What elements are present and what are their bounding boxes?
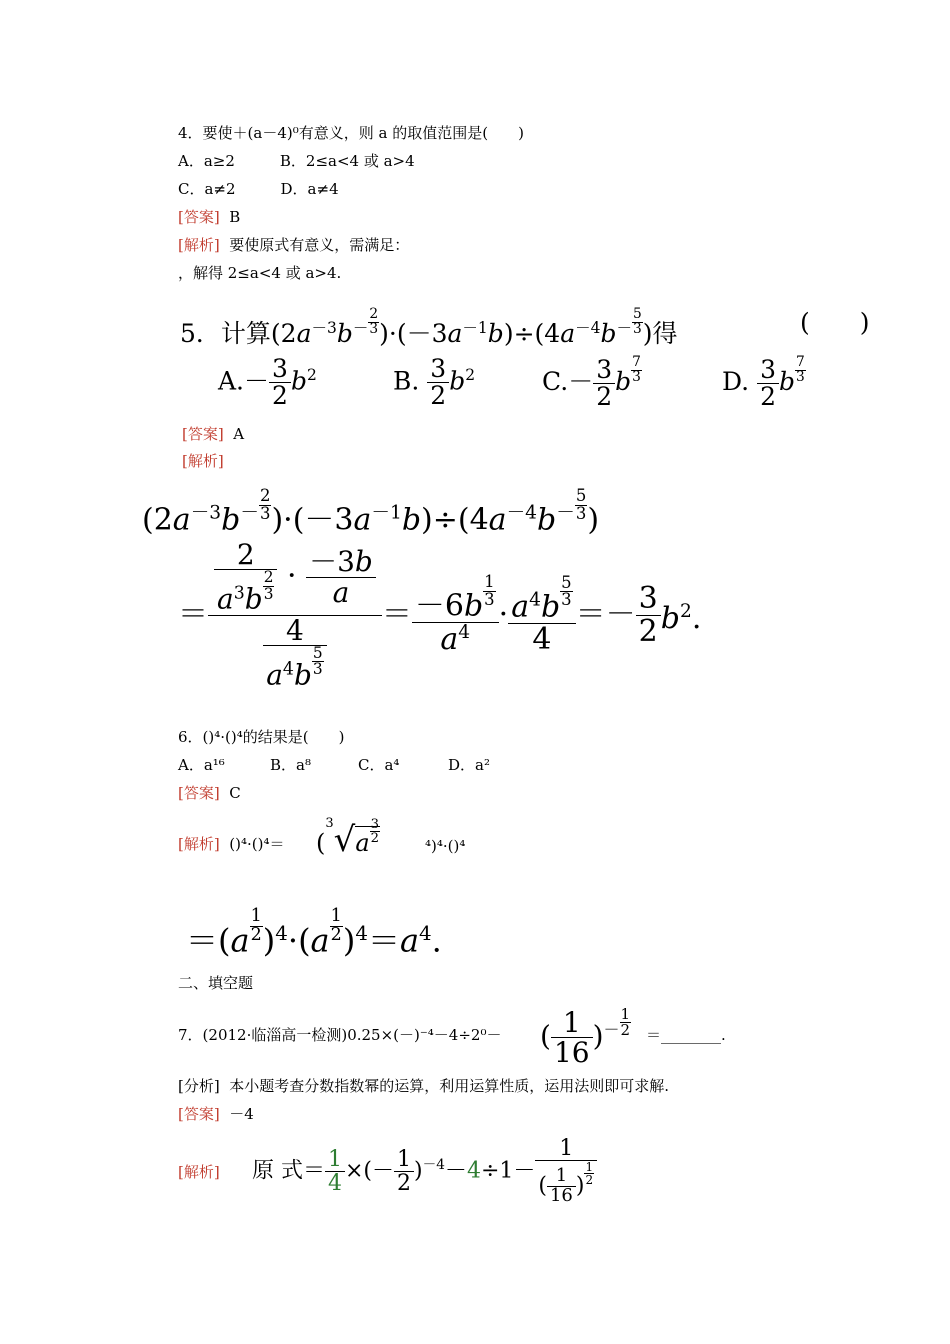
- q5-analysis-line1: ($2a^{-3}b^-$ $\frac{2}{3}$ )$\cdot(-3a^{-1}b)\div(4a^{-4}b^-$ $\frac{5}{3}$ ): [142, 486, 600, 538]
- fenxi-tag: [分析]: [178, 1077, 220, 1095]
- q6-stem: 6．()⁴·()⁴的结果是( ): [178, 728, 345, 746]
- q5-option-b: B. $\frac{3}{2}$ $b^2$: [393, 354, 476, 411]
- q5-option-d: D. $\frac{3}{2}$ b $\frac{7}{3}$: [722, 354, 805, 412]
- analysis-text: 要使原式有意义，需满足：: [229, 236, 410, 254]
- q7-stem: 7．(2012·临淄高一检测)0.25×(－)⁻⁴－4÷2⁰－: [178, 1026, 502, 1044]
- q4-stem: 4．要使＋(a－4)⁰有意义，则 a 的取值范围是( ): [178, 124, 524, 142]
- q7-blank: ＝________.: [646, 1026, 726, 1044]
- q5-stem: 5．计算($2a^{-3}b^-$ $\frac{2}{3}$ )$\cdot(-3a^{-1}b)\div(4a^{-4}b^-$ $\frac{5}{3}$ )得: [180, 306, 678, 349]
- q5-option-c: C.－ $\frac{3}{2}$ b $\frac{7}{3}$: [542, 354, 641, 412]
- answer-value: B: [229, 208, 241, 226]
- answer-tag: [答案]: [178, 1105, 220, 1123]
- q6-analysis-tail: ⁴)⁴·()⁴: [425, 837, 466, 855]
- q7-answer: [178, 1104, 254, 1124]
- analysis-tag: [解析]: [178, 236, 220, 254]
- q7-analysis-tag: [解析]: [178, 1163, 220, 1181]
- answer-tag: [答案]: [178, 208, 220, 226]
- answer-tag: [答案]: [178, 784, 220, 802]
- answer-value: A: [233, 425, 245, 443]
- q5-paren: ( ): [800, 308, 870, 337]
- q5-analysis-line2: ＝ 2 $a^3b$ $\frac{2}{3}$ · $\frac{-3b}{a}$ 4 $a^4b$ $\frac{5}{3}$ ＝ －6b $\frac{1}{3}$ $a^4$ · $a^4b$ $\frac{5}{3}$ 4 ＝－ $\frac{3}{2}$ $b^2$.: [178, 538, 702, 692]
- answer-value: －4: [229, 1105, 254, 1123]
- q7-power: ( $\frac{1}{16}$ )－ $\frac{1}{2}$: [540, 1005, 631, 1070]
- fenxi-text: 本小题考查分数指数幂的运算，利用运算性质，运用法则即可求解.: [229, 1077, 670, 1095]
- q5-answer: [182, 424, 244, 444]
- q6-answer: [178, 783, 241, 803]
- q6-analysis-result: ＝(a $\frac{1}{2}$ )$^4$·(a $\frac{1}{2}$ )$^4=a^4$.: [186, 906, 442, 960]
- q4-options-ab: A．a≥2 B．2≤a<4 或 a>4: [178, 152, 415, 170]
- q5-analysis-tag: [解析]: [182, 452, 224, 470]
- q4-answer: [178, 207, 240, 227]
- answer-tag: [答案]: [182, 425, 224, 443]
- q7-fenxi: [178, 1076, 669, 1096]
- section-fill-in-title: 二、填空题: [178, 974, 254, 992]
- q5-stem-num: 5．计算: [180, 319, 271, 349]
- q4-analysis-2: ，解得 2≤a<4 或 a>4.: [178, 264, 342, 282]
- q5-stem-tail: 得: [652, 319, 678, 349]
- q6-option-c: C．a⁴: [358, 756, 400, 774]
- q5-option-a: A.－ $\frac{3}{2}$ $b^2$: [218, 354, 317, 411]
- q6-option-d: D．a²: [448, 756, 490, 774]
- q4-options-cd: C．a≠2 D．a≠4: [178, 180, 339, 198]
- q4-analysis: [178, 235, 409, 255]
- q7-yuanshi: 原 式＝: [252, 1158, 325, 1184]
- q6-analysis: [178, 834, 284, 854]
- q6-radical: ($^3$√a $\frac{3}{2}$: [316, 816, 380, 860]
- q7-analysis-expr: 原 式＝ $\frac{1}{4}$ ×(－ $\frac{1}{2}$ )$^{-4}$－4÷1－ 1 ( $\frac{1}{16}$ ) $\frac{1}{2}$: [252, 1130, 597, 1206]
- analysis-head: ()⁴·()⁴＝: [229, 835, 285, 853]
- q6-option-b: B．a⁸: [270, 756, 311, 774]
- answer-value: C: [229, 784, 241, 802]
- q6-option-a: A．a¹⁶: [178, 756, 225, 774]
- analysis-tag: [解析]: [178, 835, 220, 853]
